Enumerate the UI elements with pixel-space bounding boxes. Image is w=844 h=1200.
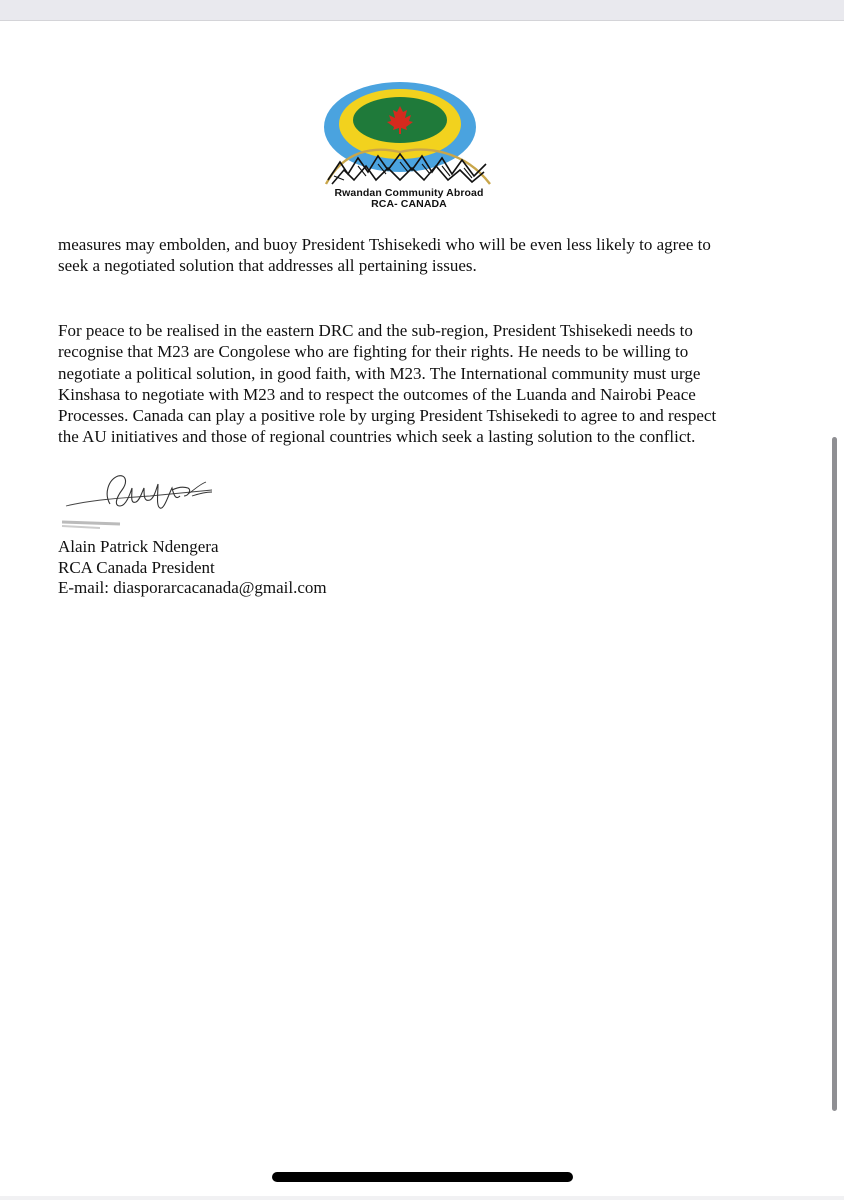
paragraph-measures — [58, 234, 758, 277]
paragraph-peace — [58, 320, 758, 448]
signatory-title: RCA Canada President — [58, 557, 215, 577]
home-indicator[interactable] — [272, 1172, 573, 1182]
vertical-scrollbar[interactable] — [832, 437, 837, 1111]
logo-chapter: RCA- CANADA — [371, 198, 447, 210]
paragraph-line: Processes. Canada can play a positive role by urging President Tshisekedi to agree to and respect — [58, 406, 717, 426]
paragraph-line: Kinshasa to negotiate with M23 and to respect the outcomes of the Luanda and Nairobi Peace — [58, 384, 696, 404]
signatory-name: Alain Patrick Ndengera — [58, 537, 219, 556]
paragraph-line: seek a negotiated solution that addresses all pertaining issues. — [58, 256, 477, 276]
logo-organization-name: Rwandan Community Abroad — [334, 187, 484, 199]
paragraph-line: For peace to be realised in the eastern DRC and the sub-region, President Tshisekedi needs to — [58, 321, 693, 340]
signature-block — [58, 537, 327, 599]
paragraph-line: the AU initiatives and those of regional countries which seek a lasting solution to the conflict. — [58, 427, 696, 447]
logo-emblem — [314, 80, 504, 186]
signatory-email[interactable]: E-mail: diasporarcacanada@gmail.com — [58, 578, 327, 597]
bottom-edge — [0, 1196, 844, 1200]
handwritten-signature — [60, 466, 220, 530]
paragraph-line: recognise that M23 are Congolese who are fighting for their rights. He needs to be willing to — [58, 342, 689, 362]
rca-logo — [314, 80, 504, 212]
browser-top-bar — [0, 0, 844, 21]
paragraph-line: measures may embolden, and buoy President Tshisekedi who will be even less likely to agree to — [58, 235, 711, 254]
paragraph-line: negotiate a political solution, in good faith, with M23. The International community must urge — [58, 363, 701, 383]
